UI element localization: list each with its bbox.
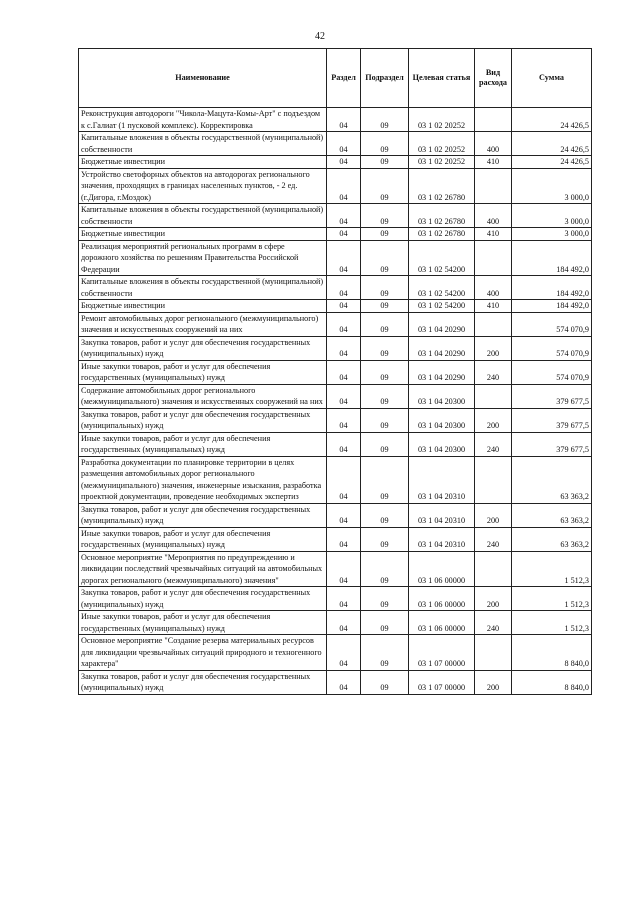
- row-subsection: 09: [361, 132, 409, 156]
- row-section: 04: [327, 456, 361, 503]
- row-type: 200: [475, 587, 512, 611]
- row-subsection: 09: [361, 432, 409, 456]
- row-target: 03 1 02 20252: [409, 156, 475, 169]
- row-target: 03 1 04 20290: [409, 336, 475, 360]
- row-amount: 379 677,5: [512, 432, 592, 456]
- header-target: Целевая статья: [409, 49, 475, 108]
- row-name: Капитальные вложения в объекты государственной (муниципальной) собственности: [79, 276, 327, 300]
- row-amount: 1 512,3: [512, 551, 592, 587]
- row-subsection: 09: [361, 240, 409, 276]
- table-row: [79, 611, 592, 635]
- row-subsection: 09: [361, 108, 409, 132]
- row-section: 04: [327, 587, 361, 611]
- row-amount: 3 000,0: [512, 204, 592, 228]
- page-number: 42: [315, 31, 325, 42]
- row-subsection: 09: [361, 204, 409, 228]
- row-subsection: 09: [361, 551, 409, 587]
- row-name: Закупка товаров, работ и услуг для обеспечения государственных (муниципальных) нужд: [79, 587, 327, 611]
- row-type: [475, 108, 512, 132]
- row-name: Ремонт автомобильных дорог регионального (межмуниципального) значения и искусственных сооружений на них: [79, 312, 327, 336]
- row-amount: 63 363,2: [512, 503, 592, 527]
- row-type: [475, 551, 512, 587]
- row-subsection: 09: [361, 360, 409, 384]
- table-row: [79, 156, 592, 169]
- row-subsection: 09: [361, 611, 409, 635]
- row-type: [475, 635, 512, 671]
- row-section: 04: [327, 132, 361, 156]
- table-row: [79, 587, 592, 611]
- row-type: 410: [475, 228, 512, 241]
- row-amount: 1 512,3: [512, 611, 592, 635]
- row-target: 03 1 04 20300: [409, 432, 475, 456]
- row-target: 03 1 06 00000: [409, 587, 475, 611]
- row-name: Разработка документации по планировке территории в целях размещения автомобильных дорог регионального (межмуниципального) значения, инженерные изыскания, разработка проектной документации, проведение необходимых экспертиз: [79, 456, 327, 503]
- row-subsection: 09: [361, 456, 409, 503]
- table-row: [79, 108, 592, 132]
- row-target: 03 1 04 20310: [409, 527, 475, 551]
- row-amount: 574 070,9: [512, 336, 592, 360]
- table-row: [79, 168, 592, 204]
- table-row: [79, 336, 592, 360]
- row-amount: 379 677,5: [512, 384, 592, 408]
- row-type: 200: [475, 503, 512, 527]
- row-name: Реализация мероприятий региональных программ в сфере дорожного хозяйства по решениям Правительства Российской Федерации: [79, 240, 327, 276]
- row-amount: 24 426,5: [512, 132, 592, 156]
- row-subsection: 09: [361, 156, 409, 169]
- row-section: 04: [327, 360, 361, 384]
- row-type: 240: [475, 432, 512, 456]
- row-section: 04: [327, 204, 361, 228]
- row-name: Закупка товаров, работ и услуг для обеспечения государственных (муниципальных) нужд: [79, 408, 327, 432]
- table-row: [79, 228, 592, 241]
- row-section: 04: [327, 312, 361, 336]
- row-target: 03 1 02 26780: [409, 228, 475, 241]
- row-amount: 63 363,2: [512, 456, 592, 503]
- row-section: 04: [327, 432, 361, 456]
- row-section: 04: [327, 300, 361, 313]
- row-subsection: 09: [361, 503, 409, 527]
- table-row: [79, 670, 592, 694]
- row-name: Капитальные вложения в объекты государственной (муниципальной) собственности: [79, 132, 327, 156]
- row-target: 03 1 02 20252: [409, 132, 475, 156]
- row-name: Реконструкция автодороги "Чикола-Мацута-Комы-Арт" с подъездом к с.Галиат (1 пусковой комплекс). Корректировка: [79, 108, 327, 132]
- row-subsection: 09: [361, 670, 409, 694]
- row-subsection: 09: [361, 587, 409, 611]
- row-section: 04: [327, 228, 361, 241]
- row-amount: 184 492,0: [512, 300, 592, 313]
- row-section: 04: [327, 156, 361, 169]
- row-name: Основное мероприятие "Мероприятия по предупреждению и ликвидации последствий чрезвычайных ситуаций на автомобильных дорогах регионального (межмуниципального) значения": [79, 551, 327, 587]
- row-section: 04: [327, 503, 361, 527]
- row-type: [475, 456, 512, 503]
- row-type: 410: [475, 300, 512, 313]
- row-section: 04: [327, 108, 361, 132]
- row-target: 03 1 06 00000: [409, 551, 475, 587]
- row-target: 03 1 02 20252: [409, 108, 475, 132]
- row-target: 03 1 02 26780: [409, 168, 475, 204]
- row-section: 04: [327, 384, 361, 408]
- row-type: 240: [475, 360, 512, 384]
- header-subsection: Подраздел: [361, 49, 409, 108]
- row-amount: 3 000,0: [512, 228, 592, 241]
- row-name: Основное мероприятие "Создание резерва материальных ресурсов для ликвидации чрезвычайных ситуаций природного и техногенного характера": [79, 635, 327, 671]
- budget-table: [78, 48, 592, 695]
- table-row: [79, 456, 592, 503]
- table-row: [79, 312, 592, 336]
- row-target: 03 1 04 20290: [409, 360, 475, 384]
- row-amount: 184 492,0: [512, 276, 592, 300]
- row-section: 04: [327, 336, 361, 360]
- table-row: [79, 204, 592, 228]
- table-row: [79, 240, 592, 276]
- row-section: 04: [327, 611, 361, 635]
- row-name: Закупка товаров, работ и услуг для обеспечения государственных (муниципальных) нужд: [79, 336, 327, 360]
- row-amount: 8 840,0: [512, 670, 592, 694]
- row-type: 200: [475, 670, 512, 694]
- row-subsection: 09: [361, 300, 409, 313]
- row-amount: 574 070,9: [512, 312, 592, 336]
- table-row: [79, 360, 592, 384]
- row-section: 04: [327, 276, 361, 300]
- row-subsection: 09: [361, 384, 409, 408]
- row-subsection: 09: [361, 168, 409, 204]
- table-row: [79, 503, 592, 527]
- row-amount: 24 426,5: [512, 156, 592, 169]
- row-type: 400: [475, 276, 512, 300]
- row-amount: 1 512,3: [512, 587, 592, 611]
- row-name: Иные закупки товаров, работ и услуг для обеспечения государственных (муниципальных) нужд: [79, 611, 327, 635]
- row-target: 03 1 04 20310: [409, 503, 475, 527]
- row-target: 03 1 02 54200: [409, 300, 475, 313]
- row-amount: 24 426,5: [512, 108, 592, 132]
- header-name: Наименование: [79, 49, 327, 108]
- row-amount: 3 000,0: [512, 168, 592, 204]
- row-name: Бюджетные инвестиции: [79, 228, 327, 241]
- row-subsection: 09: [361, 527, 409, 551]
- row-type: [475, 312, 512, 336]
- row-target: 03 1 04 20310: [409, 456, 475, 503]
- row-section: 04: [327, 527, 361, 551]
- row-name: Бюджетные инвестиции: [79, 156, 327, 169]
- table-row: [79, 527, 592, 551]
- row-amount: 379 677,5: [512, 408, 592, 432]
- row-subsection: 09: [361, 336, 409, 360]
- row-name: Иные закупки товаров, работ и услуг для обеспечения государственных (муниципальных) нужд: [79, 360, 327, 384]
- row-name: Иные закупки товаров, работ и услуг для обеспечения государственных (муниципальных) нужд: [79, 527, 327, 551]
- row-target: 03 1 07 00000: [409, 670, 475, 694]
- row-type: [475, 240, 512, 276]
- table-header-row: [79, 49, 592, 108]
- row-type: 410: [475, 156, 512, 169]
- table-row: [79, 635, 592, 671]
- row-subsection: 09: [361, 635, 409, 671]
- row-name: Содержание автомобильных дорог регионального (межмуниципального) значения и искусственных сооружений на них: [79, 384, 327, 408]
- row-subsection: 09: [361, 312, 409, 336]
- row-subsection: 09: [361, 228, 409, 241]
- row-type: 240: [475, 527, 512, 551]
- row-type: 200: [475, 408, 512, 432]
- row-name: Иные закупки товаров, работ и услуг для обеспечения государственных (муниципальных) нужд: [79, 432, 327, 456]
- row-target: 03 1 04 20300: [409, 408, 475, 432]
- row-amount: 63 363,2: [512, 527, 592, 551]
- row-name: Устройство светофорных объектов на автодорогах регионального значения, проходящих в границах населенных пунктов, - 2 ед. (г.Дигора, г.Моздок): [79, 168, 327, 204]
- row-target: 03 1 02 54200: [409, 276, 475, 300]
- row-name: Бюджетные инвестиции: [79, 300, 327, 313]
- table-row: [79, 551, 592, 587]
- row-type: 200: [475, 336, 512, 360]
- row-target: 03 1 02 26780: [409, 204, 475, 228]
- row-section: 04: [327, 670, 361, 694]
- row-type: 400: [475, 204, 512, 228]
- row-type: [475, 384, 512, 408]
- row-section: 04: [327, 635, 361, 671]
- table-row: [79, 300, 592, 313]
- row-subsection: 09: [361, 276, 409, 300]
- row-name: Капитальные вложения в объекты государственной (муниципальной) собственности: [79, 204, 327, 228]
- row-type: [475, 168, 512, 204]
- header-expense-type: Вид расхода: [475, 49, 512, 108]
- header-amount: Сумма: [512, 49, 592, 108]
- row-target: 03 1 04 20290: [409, 312, 475, 336]
- row-type: 240: [475, 611, 512, 635]
- row-section: 04: [327, 408, 361, 432]
- header-section: Раздел: [327, 49, 361, 108]
- table-row: [79, 408, 592, 432]
- row-section: 04: [327, 551, 361, 587]
- row-name: Закупка товаров, работ и услуг для обеспечения государственных (муниципальных) нужд: [79, 503, 327, 527]
- row-subsection: 09: [361, 408, 409, 432]
- row-name: Закупка товаров, работ и услуг для обеспечения государственных (муниципальных) нужд: [79, 670, 327, 694]
- table-row: [79, 384, 592, 408]
- table-row: [79, 276, 592, 300]
- row-target: 03 1 02 54200: [409, 240, 475, 276]
- row-amount: 574 070,9: [512, 360, 592, 384]
- row-target: 03 1 06 00000: [409, 611, 475, 635]
- row-section: 04: [327, 240, 361, 276]
- row-type: 400: [475, 132, 512, 156]
- table-row: [79, 132, 592, 156]
- row-target: 03 1 04 20300: [409, 384, 475, 408]
- row-amount: 184 492,0: [512, 240, 592, 276]
- row-target: 03 1 07 00000: [409, 635, 475, 671]
- row-section: 04: [327, 168, 361, 204]
- row-amount: 8 840,0: [512, 635, 592, 671]
- table-row: [79, 432, 592, 456]
